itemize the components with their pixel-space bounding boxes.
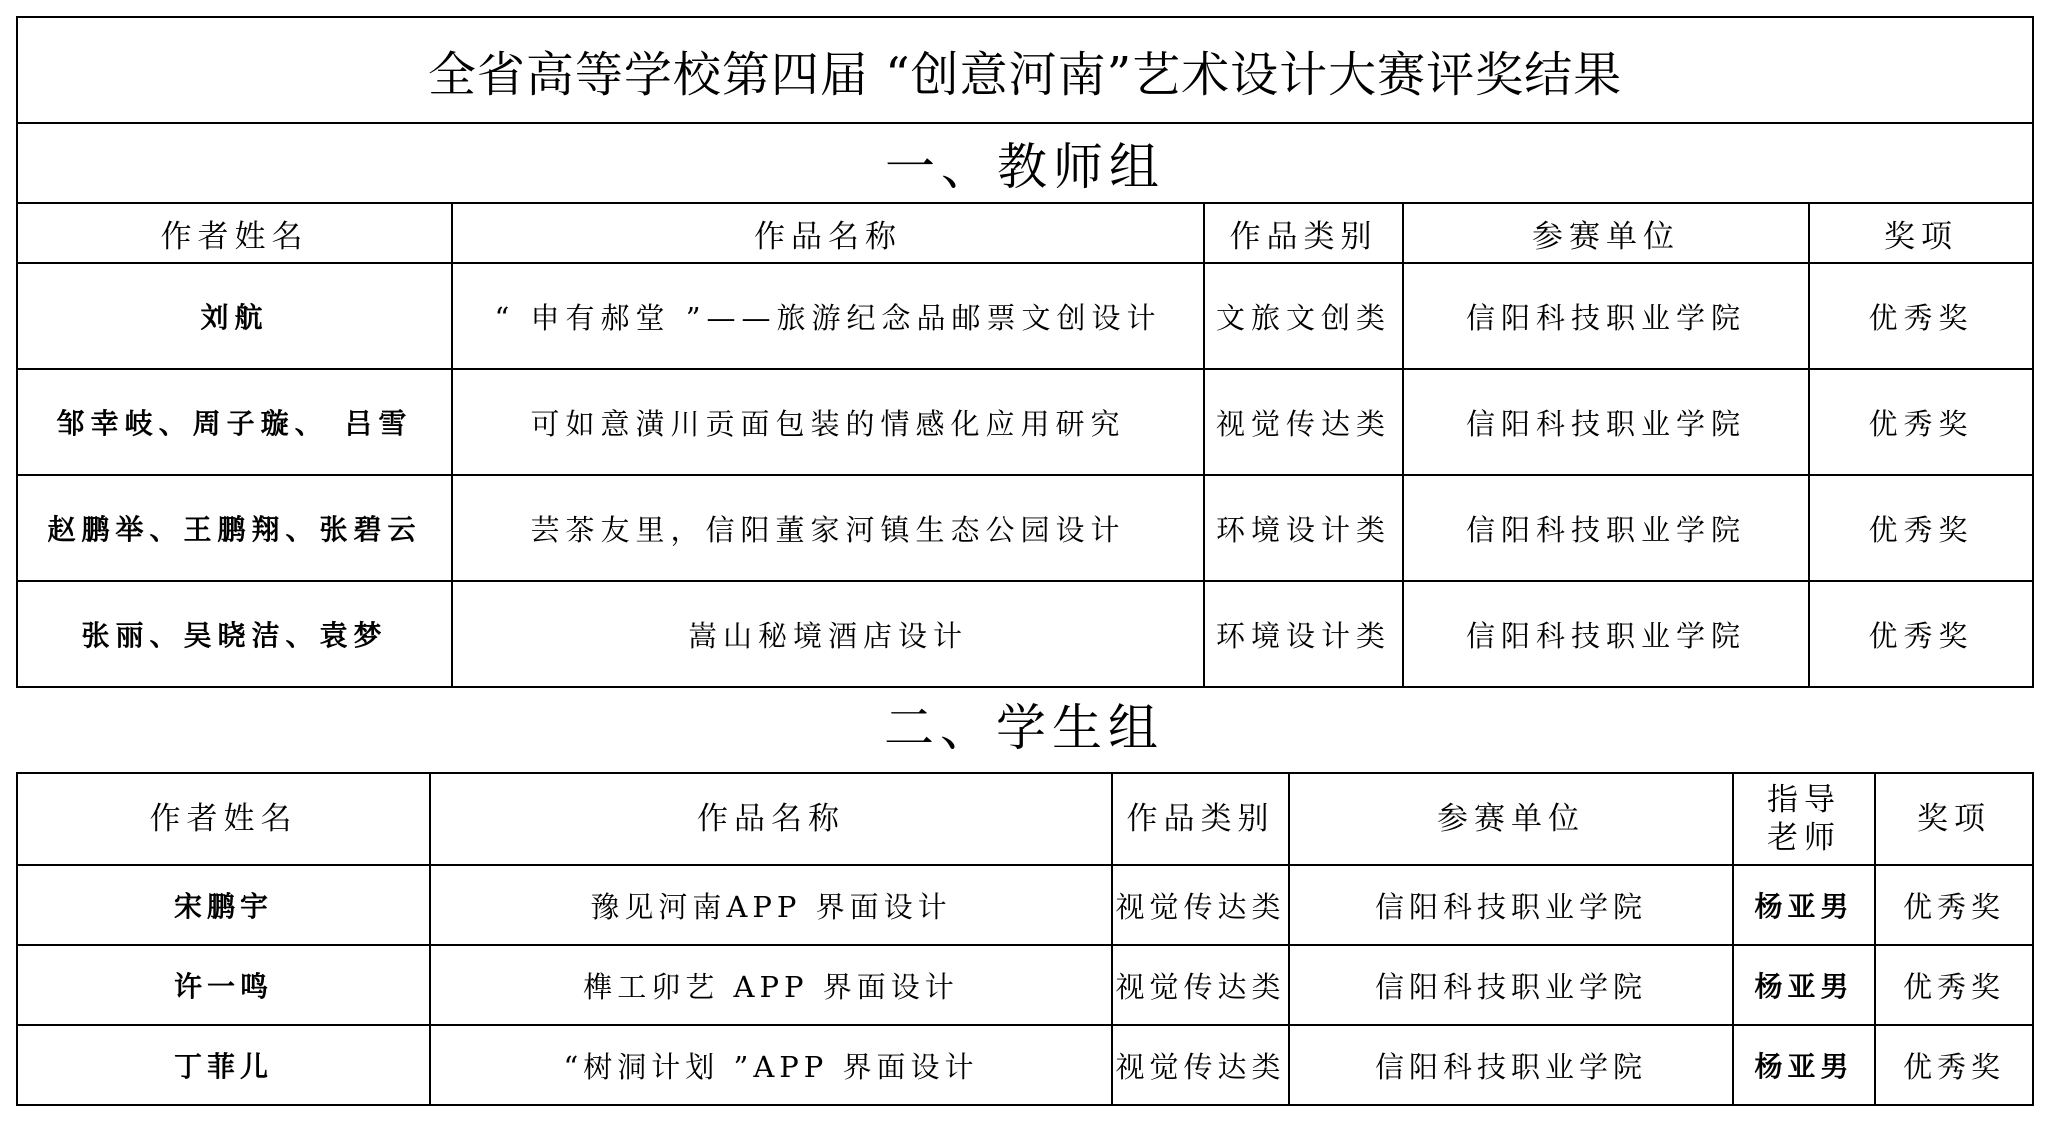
author-cell: 张丽、吴晓洁、袁梦 <box>17 581 452 687</box>
column-header-unit: 参赛单位 <box>1289 773 1733 865</box>
category-cell: 视觉传达类 <box>1112 1025 1289 1105</box>
work-cell: “ 申有郝堂 ”——旅游纪念品邮票文创设计 <box>452 263 1204 369</box>
work-cell: 榫工卯艺 APP 界面设计 <box>430 945 1112 1025</box>
page-title: 全省高等学校第四届 “创意河南”艺术设计大赛评奖结果 <box>17 17 2033 123</box>
unit-cell: 信阳科技职业学院 <box>1403 369 1809 475</box>
student-results-table <box>16 772 2034 1106</box>
author-cell: 刘航 <box>17 263 452 369</box>
author-cell: 宋鹏宇 <box>17 865 430 945</box>
column-header-category: 作品类别 <box>1112 773 1289 865</box>
student-group-heading: 二、学生组 <box>884 699 1164 757</box>
table-row <box>17 263 2033 369</box>
author-cell: 赵鹏举、王鹏翔、张碧云 <box>17 475 452 581</box>
award-cell: 优秀奖 <box>1809 369 2033 475</box>
award-cell: 优秀奖 <box>1809 581 2033 687</box>
unit-cell: 信阳科技职业学院 <box>1403 475 1809 581</box>
category-cell: 视觉传达类 <box>1112 865 1289 945</box>
work-cell: 嵩山秘境酒店设计 <box>452 581 1204 687</box>
category-cell: 环境设计类 <box>1204 475 1403 581</box>
unit-cell: 信阳科技职业学院 <box>1289 1025 1733 1105</box>
advisor-cell: 杨亚男 <box>1733 865 1875 945</box>
award-cell: 优秀奖 <box>1809 475 2033 581</box>
unit-cell: 信阳科技职业学院 <box>1403 263 1809 369</box>
teacher-group-heading: 一、教师组 <box>17 123 2033 203</box>
table-row <box>17 475 2033 581</box>
column-header-author: 作者姓名 <box>17 203 452 263</box>
advisor-cell: 杨亚男 <box>1733 945 1875 1025</box>
advisor-header-line: 指导 <box>1767 782 1841 818</box>
author-cell: 邹幸岐、周子璇、 吕雪 <box>17 369 452 475</box>
table-row <box>17 945 2033 1025</box>
column-header-work: 作品名称 <box>430 773 1112 865</box>
column-header-award: 奖项 <box>1809 203 2033 263</box>
table-row <box>17 865 2033 945</box>
table-row <box>17 369 2033 475</box>
table-row <box>17 1025 2033 1105</box>
unit-cell: 信阳科技职业学院 <box>1289 945 1733 1025</box>
work-cell: “树洞计划 ”APP 界面设计 <box>430 1025 1112 1105</box>
award-cell: 优秀奖 <box>1875 945 2033 1025</box>
work-cell: 豫见河南APP 界面设计 <box>430 865 1112 945</box>
column-header-award: 奖项 <box>1875 773 2033 865</box>
work-cell: 可如意潢川贡面包装的情感化应用研究 <box>452 369 1204 475</box>
teacher-results-table <box>16 16 2034 688</box>
advisor-cell: 杨亚男 <box>1733 1025 1875 1105</box>
advisor-header-line: 老师 <box>1767 820 1841 856</box>
author-cell: 丁菲儿 <box>17 1025 430 1105</box>
unit-cell: 信阳科技职业学院 <box>1289 865 1733 945</box>
column-header-author: 作者姓名 <box>17 773 430 865</box>
category-cell: 视觉传达类 <box>1204 369 1403 475</box>
column-header-category: 作品类别 <box>1204 203 1403 263</box>
author-cell: 许一鸣 <box>17 945 430 1025</box>
work-cell: 芸茶友里，信阳董家河镇生态公园设计 <box>452 475 1204 581</box>
column-header-work: 作品名称 <box>452 203 1204 263</box>
unit-cell: 信阳科技职业学院 <box>1403 581 1809 687</box>
column-header-unit: 参赛单位 <box>1403 203 1809 263</box>
column-header-advisor <box>1733 773 1875 865</box>
category-cell: 视觉传达类 <box>1112 945 1289 1025</box>
award-cell: 优秀奖 <box>1809 263 2033 369</box>
award-cell: 优秀奖 <box>1875 1025 2033 1105</box>
category-cell: 文旅文创类 <box>1204 263 1403 369</box>
table-row <box>17 581 2033 687</box>
award-cell: 优秀奖 <box>1875 865 2033 945</box>
category-cell: 环境设计类 <box>1204 581 1403 687</box>
